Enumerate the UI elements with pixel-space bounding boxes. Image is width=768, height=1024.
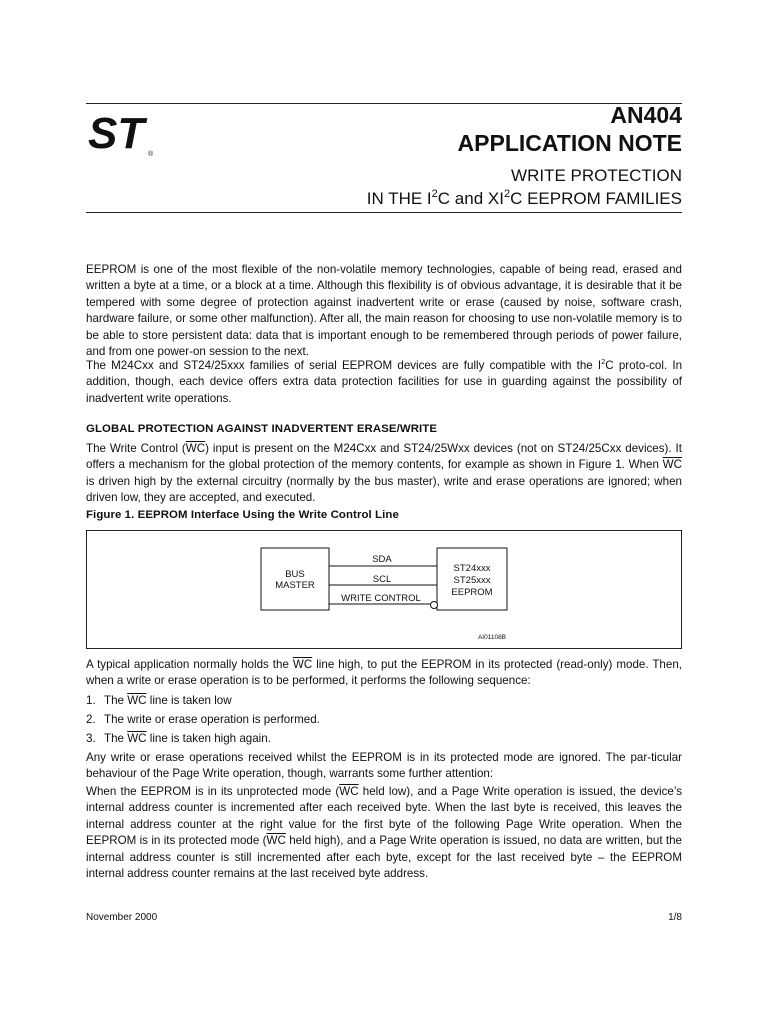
eeprom-label-1: ST24xxx [453,563,491,574]
doc-type: APPLICATION NOTE [457,130,682,156]
intro-paragraph-2: The M24Cxx and ST24/25xxx families of serial EEPROM devices are fully compatible with the $I^2C$ proto-col. In addition, though, each device offers extra data protection facilities for use in guarding against the possibility of inadvertent write operations. [86,357,683,405]
doc-subtitle-line1: WRITE PROTECTION [511,166,682,185]
footer-date: November 2000 [86,912,158,923]
signal-write-control-label: WRITE CONTROL [341,593,421,604]
figure-frame [86,530,682,649]
list-item: 3. The $\overline{WC}$ line is taken high again. [86,732,271,745]
figure-id: AI01108B [477,634,507,641]
section1-paragraph: The Write Control $(\overline{WC})$ input is present on the M24Cxx and ST24/25Wxx devices (not on ST24/25Cxx devices). It offers a mechanism for the global protection of the memory contents, for example as shown in Figure 1. When $\overline{WC}$ is driven high by the external circuitry (normally by the bus master), write and erase operations are ignored; when driven low, they are accepted, and executed. [86,442,682,505]
intro-paragraph-1: EEPROM is one of the most flexible of the non-volatile memory technologies, capable of being read, erased and written a byte at a time, or a block at a time. Although this flexibility is of obvious advantage, it is desirable that it be tempered with some degree of protection against inadvertent write or erase (caused by noise, software crash, hardware failure, or some other malfunction). After all, the main reason for choosing to use non-volatile memory is to be able to store persistent data: data that is important enough to be remembered through periods of power failure, and from one power-on session to the next. [86,263,682,359]
section2-paragraph-1: A typical application normally holds the $\overline{WC}$ line high, to put the EEPROM in its protected (read-only) mode. Then, when a write or erase operation is to be performed, it performs the following sequence: [86,658,682,688]
svg-text:®: ® [148,151,154,158]
section-heading: GLOBAL PROTECTION AGAINST INADVERTENT ERASE/WRITE [86,423,438,435]
eeprom-label-3: EEPROM [451,587,493,598]
footer-page-number: 1/8 [668,912,682,923]
st-logo-text: ST [88,110,145,158]
signal-scl-label: SCL [372,574,392,585]
section2-paragraph-3: When the EEPROM is in its unprotected mode ($\overline{WC}$ held low), and a Page Write operation is issued, the device’s internal address counter is incremented after each received byte. When the last byte is received, this leaves the internal address counter at the right value for the first byte of the following Page Write operation. When the EEPROM is in its protected mode ($\overline{WC}$ held high), and a Page Write operation is issued, no data are written, but the internal address counter is still incremented after each byte, except for the last received byte – the EEPROM internal address counter remains at the last received byte address. [86,785,683,881]
st-logo [86,110,158,158]
figure-caption: Figure 1. EEPROM Interface Using the Write Control Line [86,509,399,521]
list-item: 2. The write or erase operation is performed. [86,713,320,726]
eeprom-label-2: ST25xxx [453,575,491,586]
doc-subtitle-line2: IN THE $I^2C$ and $XI^2C$ EEPROM FAMILIES [366,188,682,208]
bus-master-label-1: BUS [285,569,305,580]
header-top-rule [86,103,682,104]
eeprom-interface-diagram [87,531,681,648]
bus-master-label-2: MASTER [275,580,315,591]
signal-sda-label: SDA [372,554,392,565]
section2-paragraph-2: Any write or erase operations received whilst the EEPROM is in its protected mode are ignored. The par-ticular behaviour of the Page Write operation, though, warrants some further attention: [86,751,682,781]
doc-code: AN404 [610,102,682,128]
header-bottom-rule [86,212,682,213]
list-item: 1. The $\overline{WC}$ line is taken low [86,694,232,707]
